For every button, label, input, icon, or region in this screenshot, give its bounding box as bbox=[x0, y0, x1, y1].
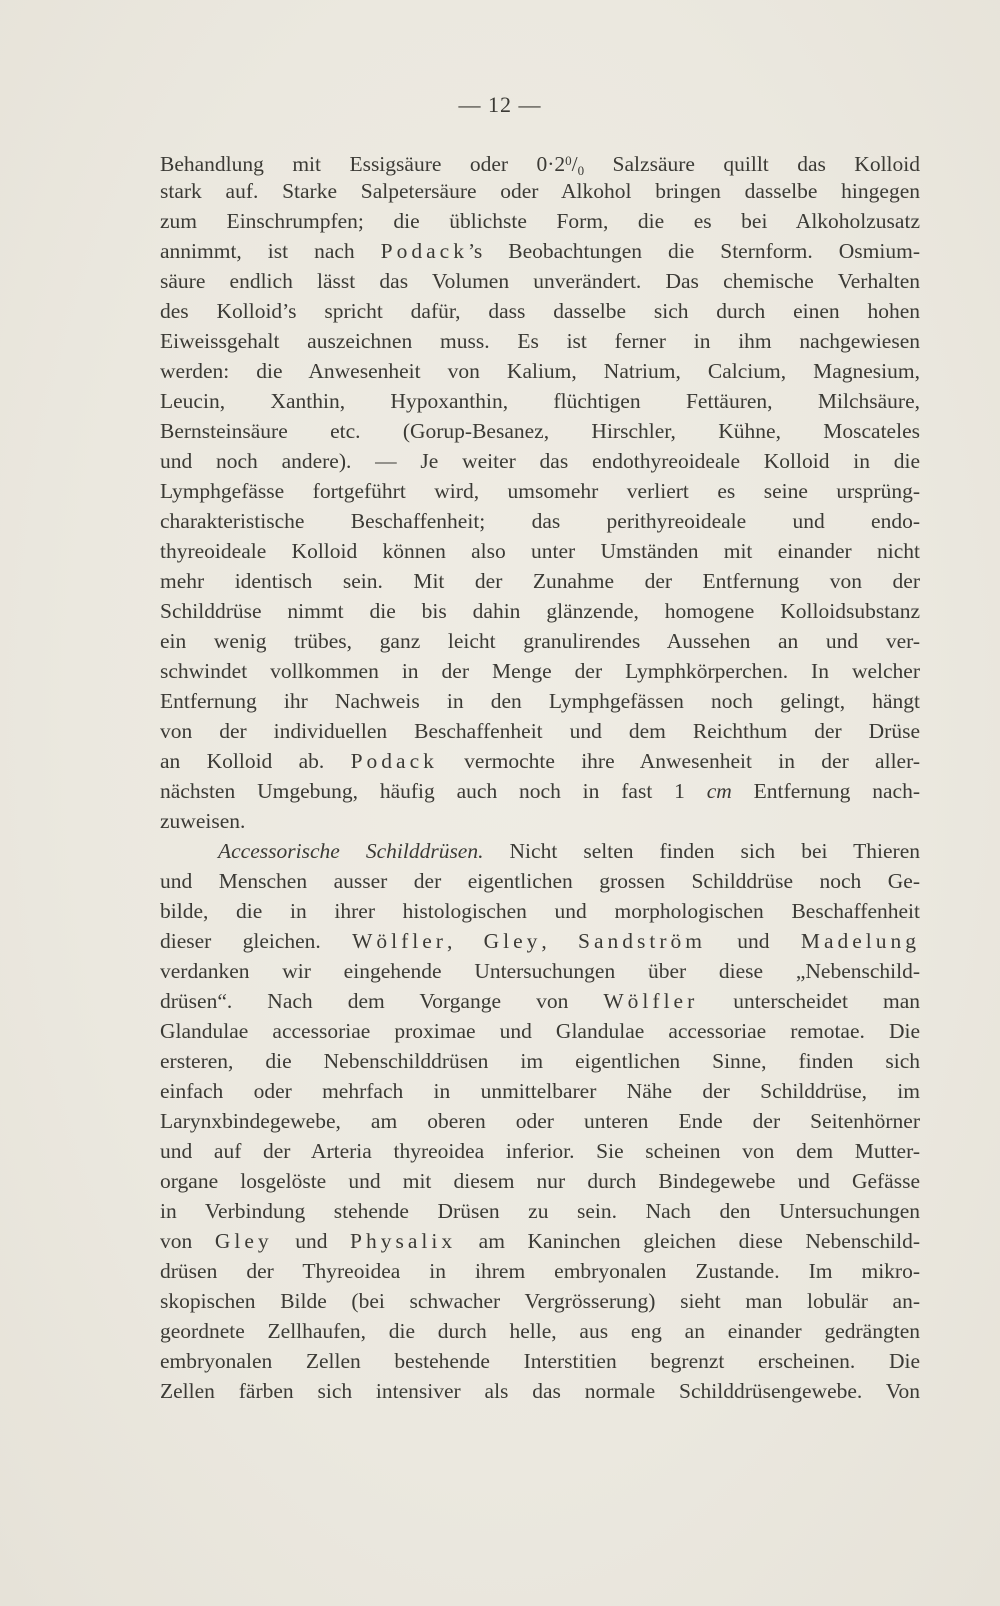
text-segment: säure endlich lässt das Volumen unverändert. Das chemische Verhalten bbox=[160, 269, 920, 293]
text-segment: Larynxbindegewebe, am oberen oder unteren Ende der Seitenhörner bbox=[160, 1109, 920, 1133]
text-segment: Glandulae accessoriae proximae und Glandulae accessoriae remotae. Die bbox=[160, 1019, 920, 1043]
text-line bbox=[160, 506, 920, 536]
text-segment: bilde, die in ihrer histologischen und morphologischen Beschaffenheit bbox=[160, 899, 920, 923]
text-line bbox=[160, 776, 920, 806]
text-segment: Entfernung ihr Nachweis in den Lymphgefässen noch gelingt, hängt bbox=[160, 689, 920, 713]
text-segment: und noch andere). — Je weiter das endothyreoideale Kolloid in die bbox=[160, 449, 920, 473]
text-segment: und bbox=[272, 1229, 351, 1253]
text-segment: zum Einschrumpfen; die üblichste Form, die es bei Alkoholzusatz bbox=[160, 209, 920, 233]
text-segment: von bbox=[160, 1229, 215, 1253]
text-segment: werden: die Anwesenheit von Kalium, Natrium, Calcium, Magnesium, bbox=[160, 359, 920, 383]
text-segment: ein wenig trübes, ganz leicht granulirendes Aussehen an und ver- bbox=[160, 629, 920, 653]
text-line bbox=[160, 1196, 920, 1226]
text-line bbox=[160, 986, 920, 1016]
text-line bbox=[160, 686, 920, 716]
text-segment: Eiweissgehalt auszeichnen muss. Es ist ferner in ihm nachgewiesen bbox=[160, 329, 920, 353]
text-segment: embryonalen Zellen bestehende Interstitien begrenzt erscheinen. Die bbox=[160, 1349, 920, 1373]
author-name: Wölfler bbox=[352, 929, 447, 953]
text-segment: zuweisen. bbox=[160, 809, 246, 833]
text-line bbox=[160, 1286, 920, 1316]
text-line bbox=[160, 956, 920, 986]
text-line bbox=[160, 1316, 920, 1346]
text-segment: des Kolloid’s spricht dafür, dass dasselbe sich durch einen hohen bbox=[160, 299, 920, 323]
text-line bbox=[160, 1046, 920, 1076]
text-line bbox=[160, 176, 920, 206]
text-line bbox=[160, 596, 920, 626]
text-segment: thyreoideale Kolloid können also unter Umständen mit einander nicht bbox=[160, 539, 920, 563]
text-line bbox=[160, 476, 920, 506]
unit-text: cm bbox=[706, 779, 732, 803]
text-line bbox=[160, 446, 920, 476]
text-segment: und Menschen ausser der eigentlichen grossen Schilddrüse noch Ge- bbox=[160, 869, 920, 893]
text-line bbox=[160, 866, 920, 896]
author-name: Sandström bbox=[578, 929, 707, 953]
text-segment: in Verbindung stehende Drüsen zu sein. Nach den Untersuchungen bbox=[160, 1199, 920, 1223]
text-segment: Leucin, Xanthin, Hypoxanthin, flüchtigen Fettäuren, Milchsäure, bbox=[160, 389, 920, 413]
text-segment: am Kaninchen gleichen diese Nebenschild- bbox=[456, 1229, 920, 1253]
text-line bbox=[160, 896, 920, 926]
text-line bbox=[160, 716, 920, 746]
percent-slash: / bbox=[571, 152, 578, 176]
author-name: Gley bbox=[483, 929, 542, 953]
text-line bbox=[160, 416, 920, 446]
section-heading: Accessorische Schilddrüsen. bbox=[218, 839, 484, 863]
text-segment: geordnete Zellhaufen, die durch helle, aus eng an einander gedrängten bbox=[160, 1319, 920, 1343]
text-line bbox=[160, 566, 920, 596]
percent-superscript: 0 bbox=[565, 153, 572, 168]
text-segment: drüsen“. Nach dem Vorgange von bbox=[160, 989, 604, 1013]
text-line bbox=[160, 1166, 920, 1196]
text-segment: Zellen färben sich intensiver als das normale Schilddrüsengewebe. Von bbox=[160, 1379, 920, 1403]
text-segment: charakteristische Beschaffenheit; das perithyreoideale und endo- bbox=[160, 509, 920, 533]
text-segment: Entfernung nach- bbox=[731, 779, 920, 803]
text-segment: nächsten Umgebung, häufig auch noch in fast 1 bbox=[160, 779, 707, 803]
text-line bbox=[160, 1376, 920, 1406]
author-name: Podack bbox=[350, 749, 438, 773]
text-segment: ’s Beobachtungen die Sternform. Osmium- bbox=[467, 239, 920, 263]
text-line bbox=[160, 326, 920, 356]
text-segment: Salzsäure quillt das Kolloid bbox=[584, 152, 920, 176]
text-segment: Nicht selten finden sich bei Thieren bbox=[483, 839, 920, 863]
text-line bbox=[160, 146, 920, 176]
text-segment: Bernsteinsäure etc. (Gorup-Besanez, Hirschler, Kühne, Moscateles bbox=[160, 419, 920, 443]
text-line bbox=[160, 1226, 920, 1256]
text-line bbox=[160, 1346, 920, 1376]
text-segment: skopischen Bilde (bei schwacher Vergrösserung) sieht man lobulär an- bbox=[160, 1289, 920, 1313]
text-line bbox=[160, 386, 920, 416]
text-segment: und bbox=[706, 929, 801, 953]
text-segment: einfach oder mehrfach in unmittelbarer Nähe der Schilddrüse, im bbox=[160, 1079, 920, 1103]
text-segment: vermochte ihre Anwesenheit in der aller- bbox=[437, 749, 920, 773]
text-line bbox=[160, 206, 920, 236]
section-heading-line bbox=[160, 836, 920, 866]
text-line bbox=[160, 236, 920, 266]
text-line bbox=[160, 1016, 920, 1046]
body-text bbox=[160, 146, 920, 1406]
text-segment: stark auf. Starke Salpetersäure oder Alkohol bringen dasselbe hingegen bbox=[160, 179, 920, 203]
text-line bbox=[160, 806, 920, 836]
author-name: Madelung bbox=[800, 929, 920, 953]
text-line bbox=[160, 536, 920, 566]
text-line bbox=[160, 356, 920, 386]
percent-subscript: 0 bbox=[577, 163, 585, 176]
text-line bbox=[160, 746, 920, 776]
text-segment: , bbox=[541, 929, 579, 953]
text-line bbox=[160, 1136, 920, 1166]
text-segment: Behandlung mit Essigsäure oder 0·2 bbox=[160, 152, 566, 176]
text-segment: verdanken wir eingehende Untersuchungen über diese „Nebenschild- bbox=[160, 959, 920, 983]
text-segment: ersteren, die Nebenschilddrüsen im eigentlichen Sinne, finden sich bbox=[160, 1049, 920, 1073]
text-line bbox=[160, 266, 920, 296]
author-name: Wölfler bbox=[603, 989, 699, 1013]
author-name: Gley bbox=[214, 1229, 273, 1253]
text-segment: schwindet vollkommen in der Menge der Lymphkörperchen. In welcher bbox=[160, 659, 920, 683]
page-number: — 12 — bbox=[458, 92, 542, 117]
text-segment: organe losgelöste und mit diesem nur durch Bindegewebe und Gefässe bbox=[160, 1169, 920, 1193]
text-segment: Schilddrüse nimmt die bis dahin glänzende, homogene Kolloidsubstanz bbox=[160, 599, 920, 623]
text-line bbox=[160, 626, 920, 656]
text-line bbox=[160, 1106, 920, 1136]
text-line bbox=[160, 656, 920, 686]
text-line bbox=[160, 926, 920, 956]
text-segment: mehr identisch sein. Mit der Zunahme der Entfernung von der bbox=[160, 569, 920, 593]
text-segment: von der individuellen Beschaffenheit und dem Reichthum der Drüse bbox=[160, 719, 920, 743]
text-segment: und auf der Arteria thyreoidea inferior. Sie scheinen von dem Mutter- bbox=[160, 1139, 920, 1163]
author-name: Physalix bbox=[350, 1229, 457, 1253]
text-segment: unterscheidet man bbox=[698, 989, 920, 1013]
text-segment: dieser gleichen. bbox=[160, 929, 353, 953]
text-segment: an Kolloid ab. bbox=[160, 749, 351, 773]
text-segment: drüsen der Thyreoidea in ihrem embryonalen Zustande. Im mikro- bbox=[160, 1259, 920, 1283]
text-line bbox=[160, 1256, 920, 1286]
text-segment: , bbox=[446, 929, 484, 953]
text-line bbox=[160, 1076, 920, 1106]
author-name: Podack bbox=[380, 239, 468, 263]
text-line bbox=[160, 296, 920, 326]
text-segment: annimmt, ist nach bbox=[160, 239, 381, 263]
text-segment: Lymphgefässe fortgeführt wird, umsomehr verliert es seine ursprüng- bbox=[160, 479, 920, 503]
